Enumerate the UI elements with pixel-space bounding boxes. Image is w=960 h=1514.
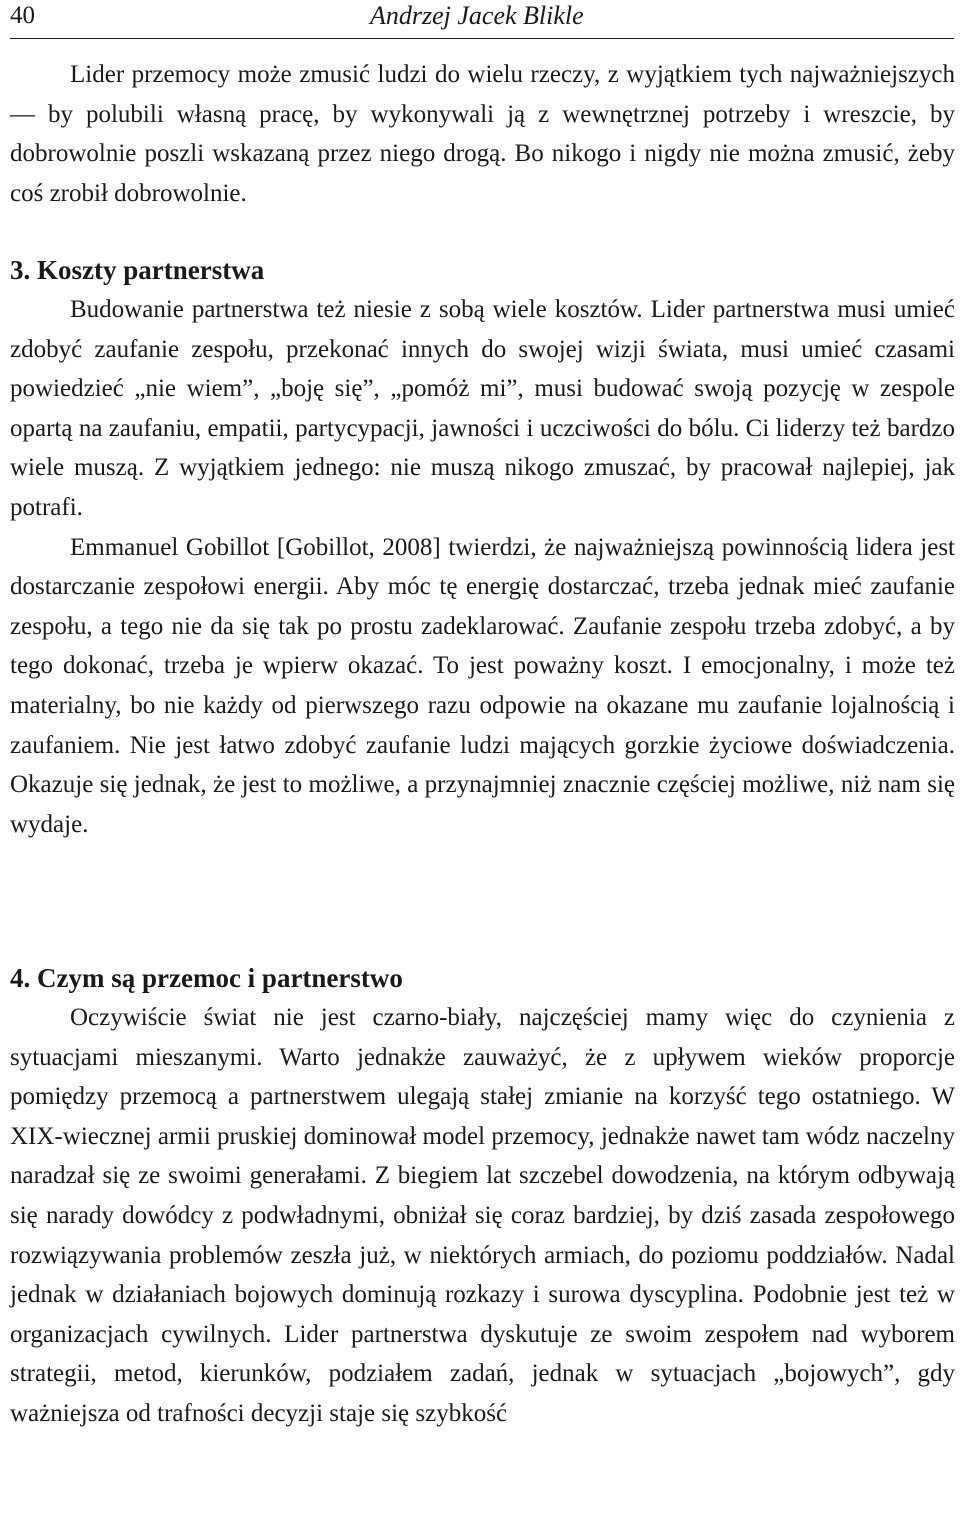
section-4-paragraph-1: Oczywiście świat nie jest czarno-biały, najczęściej mamy więc do czynienia z sytuacjami mieszanymi. Warto jednakże zauważyć, że z upływem wieków proporcje pomiędzy przemocą a partnerstwem ulegają stałej zmianie na korzyść tego ostatniego. W XIX-wiecznej armii pruskiej dominował model przemocy, jednakże nawet tam wódz naczelny naradzał się ze swoimi generałami. Z biegiem lat szczebel dowodzenia, na którym odbywają się narady dowódcy z podwładnymi, obniżał się coraz bardziej, by dziś zasada zespołowego rozwiązywania problemów zeszła już, w niektórych armiach, do poziomu poddziałów. Nadal jednak w działaniach bojowych dominują rozkazy i surowa dyscyplina. Podobnie jest też w organizacjach cywilnych. Lider partnerstwa dyskutuje ze swoim zespołem nad wyborem strategii, metod, kierunków, podziałem zadań, jednak w sytuacjach „bojowych”, gdy ważniejsza od trafności decyzji staje się szybkość [10,1004,955,1427]
section-heading-3: 3. Koszty partnerstwa [10,255,265,285]
running-head-author: Andrzej Jacek Blikle [370,1,584,30]
section-heading-4: 4. Czym są przemoc i partnerstwo [10,963,403,993]
intro-paragraph: Lider przemocy może zmusić ludzi do wielu rzeczy, z wyjątkiem tych najważniejszych — by polubili własną pracę, by wykonywali ją z wewnętrznej potrzeby i wreszcie, by dobrowolnie poszli wskazaną przez niego drogą. Bo nikogo i nigdy nie można zmusić, żeby coś zrobił dobrowolnie. [10,61,955,207]
intro-block [10,55,955,213]
section-3-paragraph-2: Emmanuel Gobillot [Gobillot, 2008] twierdzi, że najważniejszą powinnością lidera jest dostarczanie zespołowi energii. Aby móc tę energię dostarczać, trzeba jednak mieć zaufanie zespołu, a tego nie da się tak po prostu zadeklarować. Zaufanie zespołu trzeba zdobyć, a by tego dokonać, trzeba je wpierw okazać. To jest poważny koszt. I emocjonalny, i może też materialny, bo nie każdy od pierwszego razu odpowie na okazane mu zaufanie lojalnością i zaufaniem. Nie jest łatwo zdobyć zaufanie ludzi mających gorzkie życiowe doświadczenia. Okazuje się jednak, że jest to możliwe, a przynajmniej znacznie częściej możliwe, niż nam się wydaje. [10,533,955,838]
page-number: 40 [10,2,35,29]
section-koszty-partnerstwa [10,250,955,844]
section-czym-sa-przemoc-i-partnerstwo [10,958,955,1434]
section-3-paragraph-1: Budowanie partnerstwa też niesie z sobą wiele kosztów. Lider partnerstwa musi umieć zdobyć zaufanie zespołu, przekonać innych do swojej wizji świata, musi umieć czasami powiedzieć „nie wiem”, „boję się”, „pomóż mi”, musi budować swoją pozycję w zespole opartą na zaufaniu, empatii, partycypacji, jawności i uczciwości do bólu. Ci liderzy też bardzo wiele muszą. Z wyjątkiem jednego: nie muszą nikogo zmuszać, by pracował najlepiej, jak potrafi. [10,296,955,521]
running-header [10,0,954,39]
